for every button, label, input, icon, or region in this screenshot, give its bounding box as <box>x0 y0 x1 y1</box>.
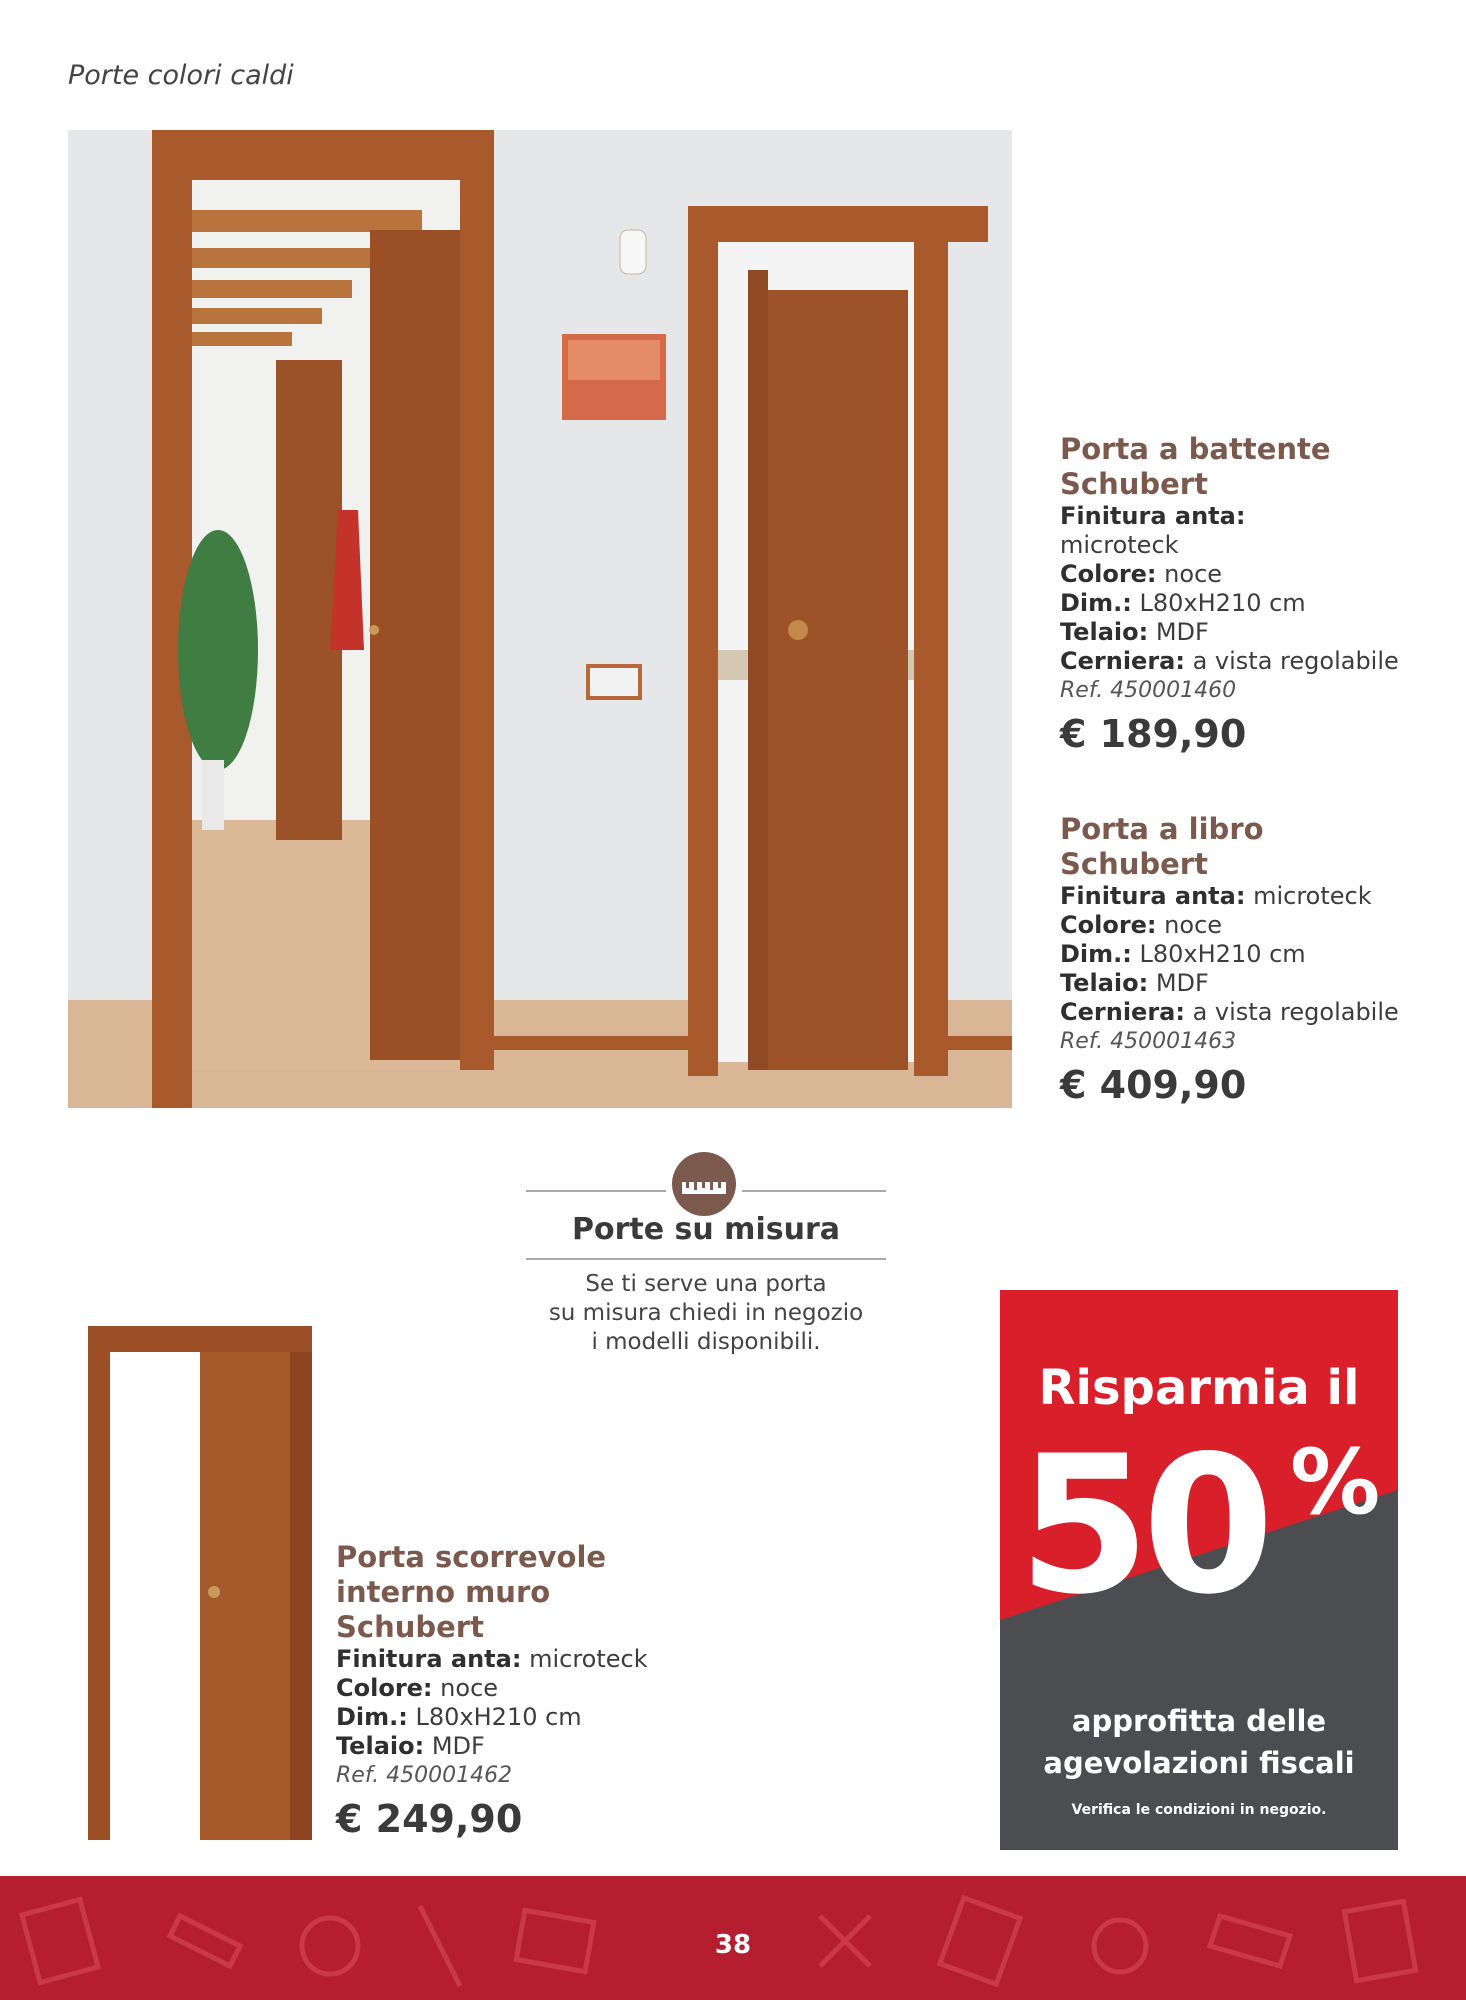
spec-dim <box>1060 940 1460 969</box>
spec-label: Cerniera: <box>1060 998 1185 1026</box>
product-porta-libro <box>1060 812 1460 1110</box>
spec-hinge <box>1060 998 1460 1027</box>
spec-finish <box>1060 882 1460 911</box>
misura-line: su misura chiedi in negozio <box>548 1300 864 1326</box>
spec-frame <box>336 1732 756 1761</box>
product-name: interno muro <box>336 1575 551 1609</box>
spec-label: Telaio: <box>1060 969 1149 997</box>
promo-note: Verifica le condizioni in negozio. <box>1071 1802 1327 1818</box>
promo-headline: Risparmia il <box>1038 1360 1360 1416</box>
spec-label: Dim.: <box>1060 940 1132 968</box>
spec-finish-value: microteck <box>1060 531 1179 559</box>
spec-color <box>336 1674 756 1703</box>
product-price: € 409,90 <box>1060 1063 1247 1107</box>
hallway-illustration <box>68 130 1012 1108</box>
spec-label: Finitura anta: <box>1060 882 1246 910</box>
misura-line: Se ti serve una porta <box>585 1271 827 1297</box>
promo-percent: % <box>1290 1430 1381 1535</box>
spec-value: a vista regolabile <box>1192 647 1399 675</box>
spec-value: MDF <box>431 1732 485 1760</box>
product-price: € 249,90 <box>336 1797 523 1841</box>
promo-subtitle <box>1000 1700 1398 1784</box>
spec-color <box>1060 560 1460 589</box>
spec-value: noce <box>440 1674 499 1702</box>
spec-value: MDF <box>1155 969 1209 997</box>
sliding-door-image <box>88 1326 312 1840</box>
product-name: Schubert <box>1060 847 1208 881</box>
product-porta-scorrevole <box>336 1540 756 1844</box>
spec-value: L80xH210 cm <box>415 1703 582 1731</box>
product-porta-battente <box>1060 432 1460 759</box>
misura-title: Porte su misura <box>572 1212 840 1247</box>
divider <box>526 1258 886 1260</box>
product-ref: Ref. 450001463 <box>1060 1029 1237 1054</box>
spec-label: Colore: <box>1060 560 1157 588</box>
product-name: Porta a battente <box>1060 432 1331 466</box>
promo-sub-line: agevolazioni fiscali <box>1043 1746 1355 1780</box>
spec-value: microteck <box>529 1645 648 1673</box>
page-number: 38 <box>714 1930 752 1960</box>
misura-text <box>526 1270 886 1357</box>
spec-label: Colore: <box>336 1674 433 1702</box>
hero-photo <box>68 130 1012 1108</box>
spec-finish <box>1060 502 1460 531</box>
spec-value: microteck <box>1253 882 1372 910</box>
spec-hinge <box>1060 647 1460 676</box>
divider <box>526 1190 666 1192</box>
misura-line: i modelli disponibili. <box>591 1329 821 1355</box>
spec-label: Telaio: <box>1060 618 1149 646</box>
promo-number: 50 <box>1018 1415 1267 1636</box>
product-ref: Ref. 450001460 <box>1060 678 1237 703</box>
spec-label: Dim.: <box>1060 589 1132 617</box>
spec-label: Colore: <box>1060 911 1157 939</box>
promo-sub-line: approfitta delle <box>1071 1704 1327 1738</box>
spec-value: L80xH210 cm <box>1139 940 1306 968</box>
spec-label: Dim.: <box>336 1703 408 1731</box>
spec-value: noce <box>1164 911 1223 939</box>
product-price: € 189,90 <box>1060 712 1247 756</box>
spec-frame <box>1060 969 1460 998</box>
product-name: Schubert <box>336 1610 484 1644</box>
spec-value: noce <box>1164 560 1223 588</box>
product-name: Porta scorrevole <box>336 1540 607 1574</box>
promo-box <box>1000 1290 1398 1850</box>
spec-finish <box>336 1645 756 1674</box>
spec-value: a vista regolabile <box>1192 998 1399 1026</box>
spec-dim <box>1060 589 1460 618</box>
spec-value: MDF <box>1155 618 1209 646</box>
spec-color <box>1060 911 1460 940</box>
section-title: Porte colori caldi <box>68 60 294 91</box>
spec-dim <box>336 1703 756 1732</box>
spec-label: Finitura anta: <box>1060 502 1246 530</box>
spec-label: Finitura anta: <box>336 1645 522 1673</box>
product-name: Porta a libro <box>1060 812 1264 846</box>
divider <box>742 1190 886 1192</box>
product-name: Schubert <box>1060 467 1208 501</box>
spec-value: L80xH210 cm <box>1139 589 1306 617</box>
product-ref: Ref. 450001462 <box>336 1763 513 1788</box>
spec-label: Cerniera: <box>1060 647 1185 675</box>
ruler-icon <box>672 1152 736 1216</box>
spec-frame <box>1060 618 1460 647</box>
spec-label: Telaio: <box>336 1732 425 1760</box>
